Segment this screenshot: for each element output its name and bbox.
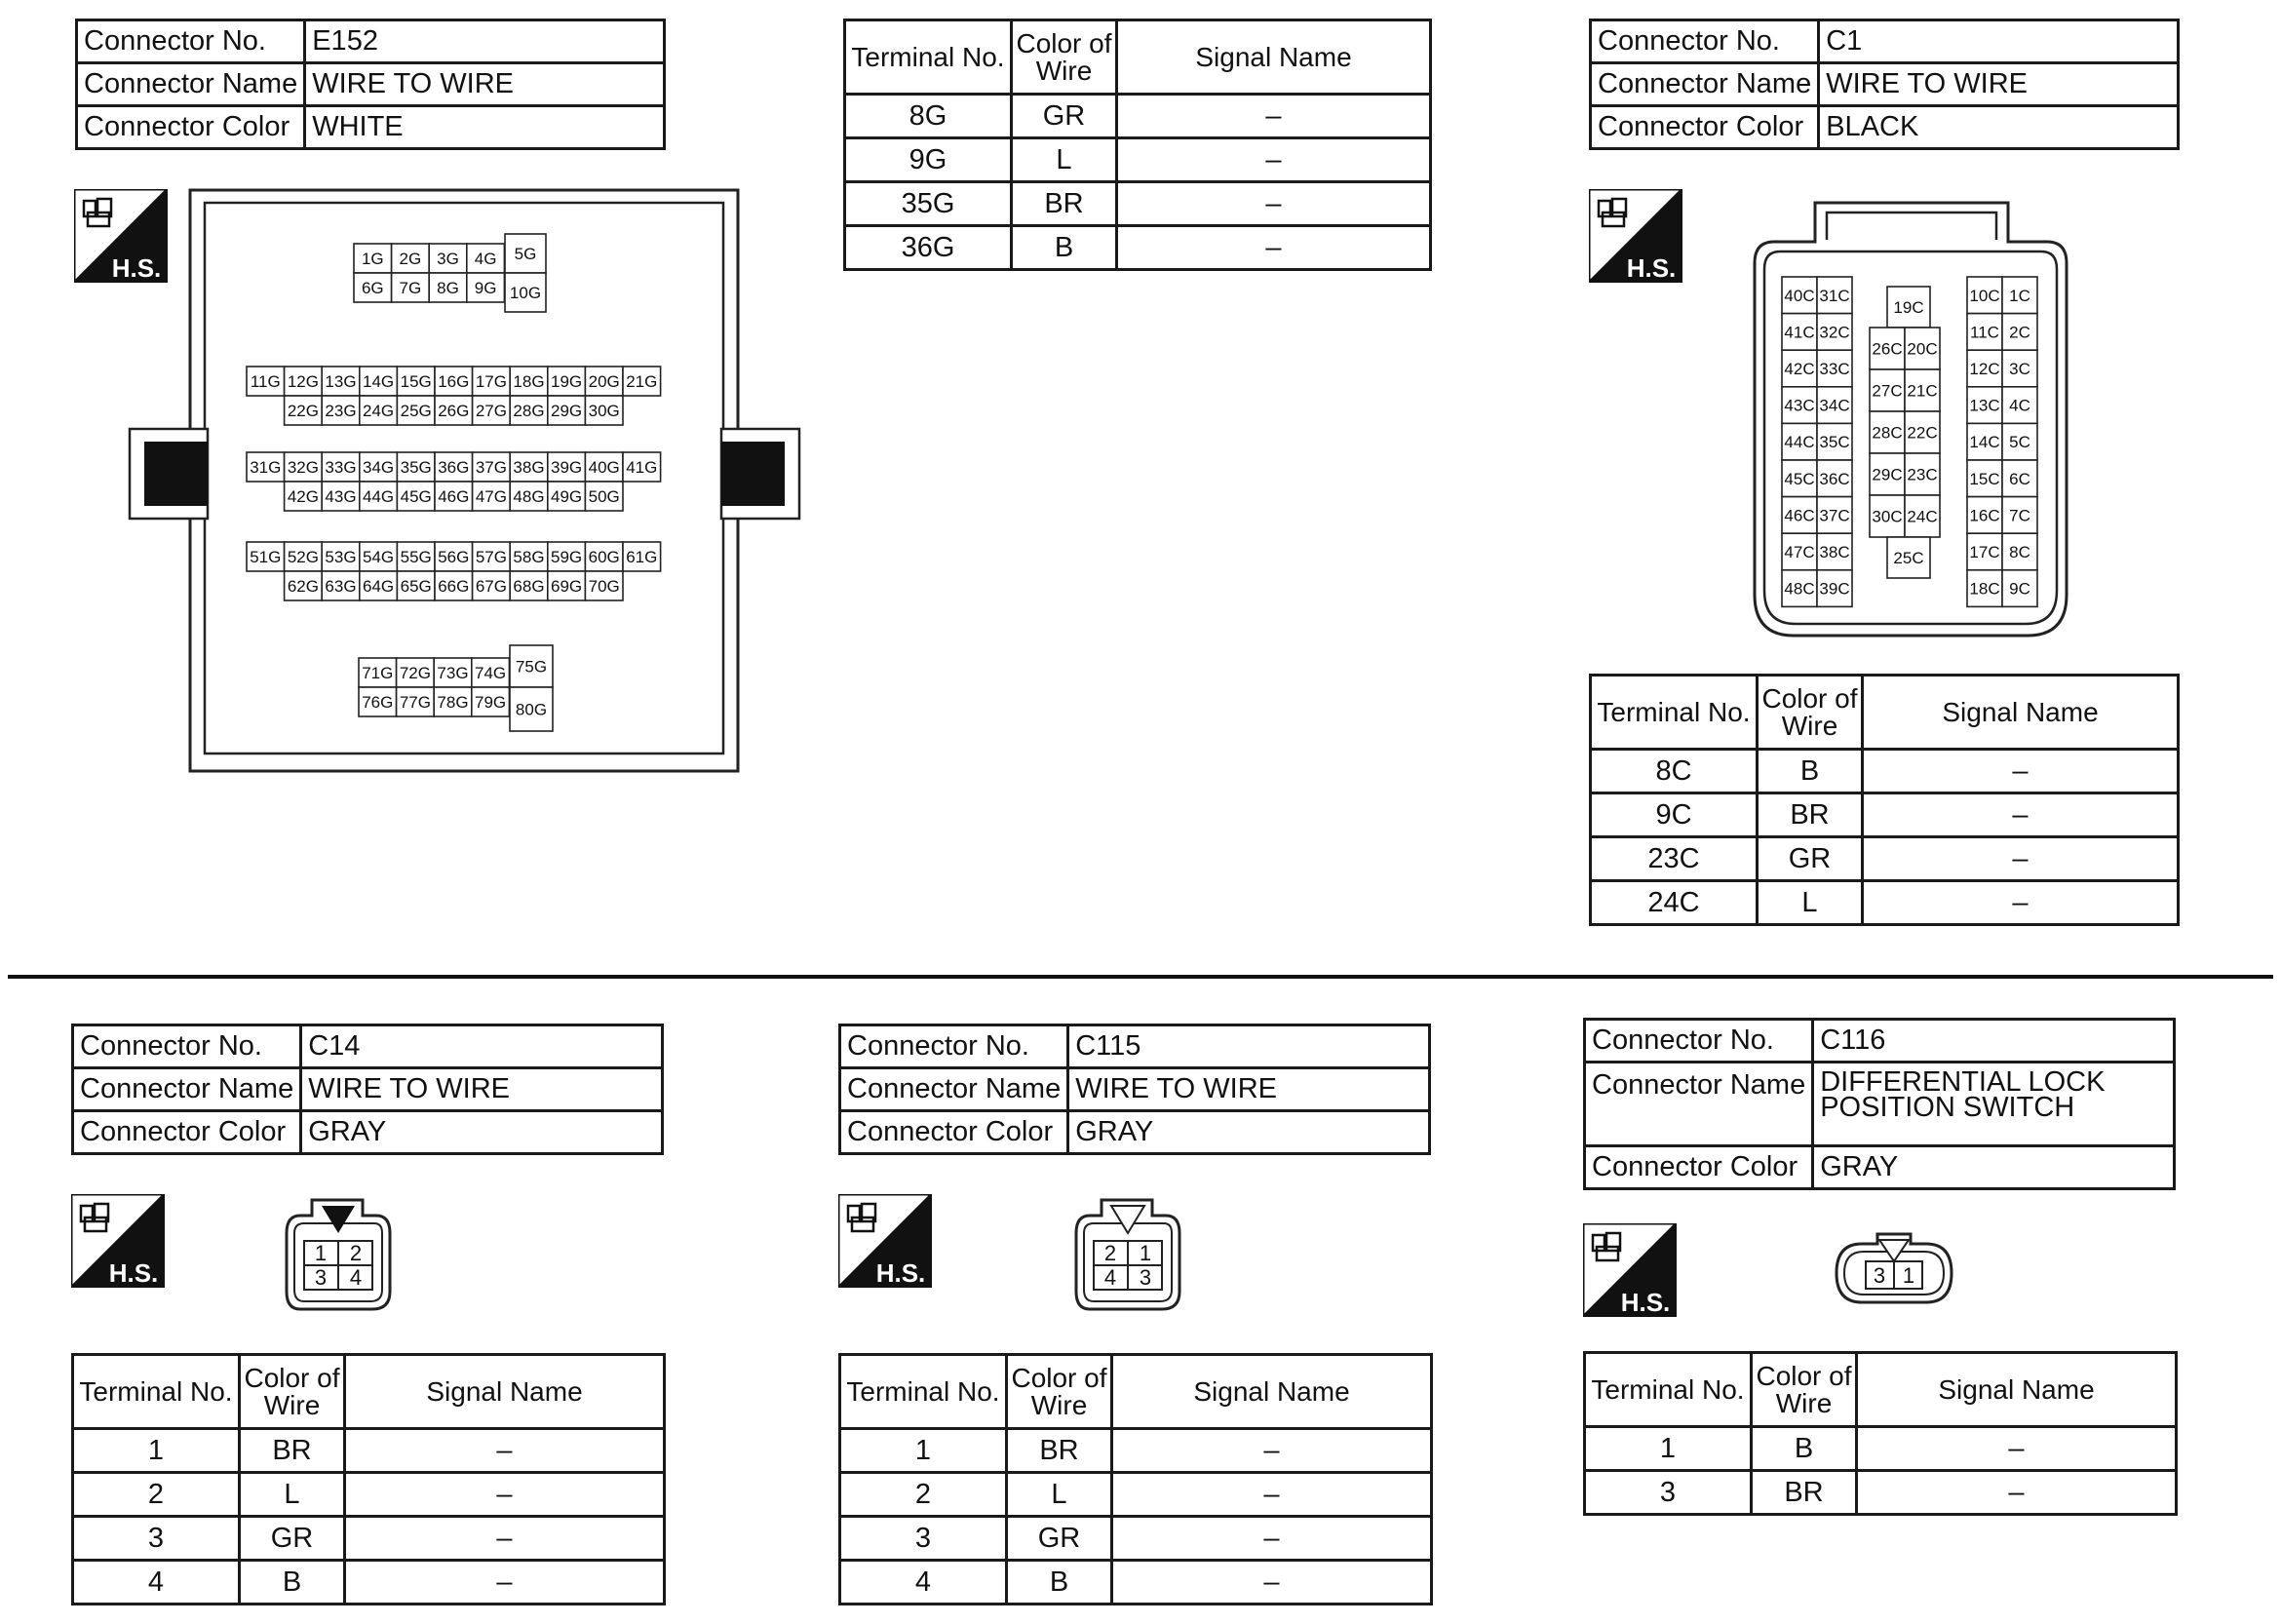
label: Connector Name bbox=[1585, 1063, 1813, 1146]
pin-label: 30G bbox=[588, 402, 620, 420]
label: Connector No. bbox=[77, 20, 305, 63]
pin-label: 52G bbox=[287, 548, 319, 566]
pin-label: 68G bbox=[513, 577, 545, 596]
col-signal-name: Signal Name bbox=[1863, 676, 2179, 750]
pin-label: 24C bbox=[1907, 507, 1938, 526]
terminal-no-cell: 9G bbox=[845, 138, 1012, 182]
pin-label: 14C bbox=[1969, 433, 2000, 452]
pin-label: 43G bbox=[325, 487, 357, 506]
col-terminal-no: Terminal No. bbox=[1585, 1353, 1752, 1427]
label: Connector Color bbox=[77, 106, 305, 149]
pin: 3 bbox=[314, 1265, 328, 1290]
table-row bbox=[1591, 881, 2179, 925]
pin-label: 13G bbox=[325, 372, 357, 391]
label: Connector No. bbox=[1591, 20, 1819, 63]
label: Connector Color bbox=[73, 1111, 301, 1154]
connector-name: WIRE TO WIRE bbox=[301, 1068, 663, 1111]
connector-face-c1 bbox=[1745, 195, 2076, 643]
pin-label: 18C bbox=[1969, 579, 2000, 599]
terminal-no-cell: 2 bbox=[73, 1473, 240, 1517]
pin-label: 13C bbox=[1969, 396, 2000, 415]
pin-label: 17C bbox=[1969, 543, 2000, 561]
pin-label: 75G bbox=[515, 657, 548, 677]
wire-color-cell: L bbox=[1007, 1473, 1112, 1517]
connector-name: WIRE TO WIRE bbox=[1819, 63, 2179, 106]
signal-name-cell: – bbox=[345, 1429, 665, 1473]
pin-label: 57G bbox=[475, 548, 507, 566]
pin-label: 45C bbox=[1784, 469, 1815, 488]
col-signal-name: Signal Name bbox=[1112, 1355, 1432, 1429]
wire-color-cell: GR bbox=[1012, 95, 1117, 138]
col-color-of-wire: Color of Wire bbox=[1007, 1355, 1112, 1429]
pin-label: 19C bbox=[1893, 298, 1924, 317]
pin-label: 44G bbox=[363, 487, 395, 506]
table-row bbox=[1591, 750, 2179, 793]
harness-side-icon bbox=[838, 1194, 932, 1288]
signal-name-cell: – bbox=[1857, 1471, 2177, 1515]
pin-label: 3C bbox=[2009, 360, 2030, 378]
pin-label: 26G bbox=[438, 402, 470, 420]
connector-no: C14 bbox=[301, 1025, 663, 1068]
label: Connector No. bbox=[840, 1025, 1068, 1068]
svg-text:H.S.: H.S. bbox=[108, 1258, 159, 1288]
terminal-no-cell: 4 bbox=[73, 1561, 240, 1605]
pin-label: 35C bbox=[1819, 433, 1850, 452]
connector-no: C115 bbox=[1068, 1025, 1430, 1068]
terminal-no-cell: 8C bbox=[1591, 750, 1758, 793]
col-color-of-wire: Color of Wire bbox=[1758, 676, 1863, 750]
pin-label: 14G bbox=[363, 372, 395, 391]
pin-label: 19G bbox=[551, 372, 583, 391]
pin-label: 11G bbox=[250, 372, 281, 391]
table-row bbox=[1591, 837, 2179, 881]
pin-label: 22G bbox=[287, 402, 319, 420]
pin: 2 bbox=[349, 1241, 363, 1265]
terminal-no-cell: 1 bbox=[840, 1429, 1007, 1473]
pin-label: 80G bbox=[515, 700, 548, 719]
connector-name: DIFFERENTIAL LOCK POSITION SWITCH bbox=[1813, 1063, 2175, 1146]
col-terminal-no: Terminal No. bbox=[1591, 676, 1758, 750]
pin-label: 22C bbox=[1907, 423, 1938, 443]
pin-label: 6C bbox=[2009, 469, 2030, 488]
terminal-no-cell: 24C bbox=[1591, 881, 1758, 925]
terminal-table-c1 bbox=[1589, 674, 2180, 926]
pin-label: 26C bbox=[1872, 339, 1903, 359]
section-divider bbox=[8, 975, 2273, 979]
harness-side-icon bbox=[1583, 1223, 1677, 1317]
pin-label: 48G bbox=[513, 487, 545, 506]
pin-label: 43C bbox=[1784, 396, 1815, 415]
col-terminal-no: Terminal No. bbox=[840, 1355, 1007, 1429]
wire-color-cell: L bbox=[1012, 138, 1117, 182]
signal-name-cell: – bbox=[345, 1517, 665, 1561]
pin-label: 31C bbox=[1819, 286, 1850, 305]
pin-label: 21G bbox=[626, 372, 658, 391]
pin-label: 46G bbox=[438, 487, 470, 506]
pin-label: 37G bbox=[475, 458, 507, 477]
pin-label: 20G bbox=[588, 372, 620, 391]
terminal-no-cell: 3 bbox=[840, 1517, 1007, 1561]
pin-label: 56G bbox=[438, 548, 470, 566]
pin-label: 12G bbox=[287, 372, 319, 391]
label: Connector Color bbox=[1585, 1146, 1813, 1189]
pin: 3 bbox=[1873, 1263, 1886, 1288]
terminal-table-c116 bbox=[1583, 1351, 2178, 1516]
col-color-of-wire: Color of Wire bbox=[240, 1355, 345, 1429]
pin-label: 66G bbox=[438, 577, 470, 596]
pin-label: 69G bbox=[551, 577, 583, 596]
signal-name-cell: – bbox=[1117, 138, 1431, 182]
connector-face-e152 bbox=[127, 185, 809, 780]
pin-label: 16G bbox=[438, 372, 470, 391]
pin-label: 4G bbox=[474, 250, 497, 268]
pin-label: 51G bbox=[250, 548, 282, 566]
pin-label: 72G bbox=[399, 664, 431, 682]
pin-label: 59G bbox=[551, 548, 583, 566]
pin-label: 58G bbox=[513, 548, 545, 566]
pin-label: 8G bbox=[437, 279, 459, 297]
pin-label: 17G bbox=[475, 372, 507, 391]
pin-label: 38G bbox=[513, 458, 545, 477]
svg-text:H.S.: H.S. bbox=[111, 253, 162, 283]
connector-no: C1 bbox=[1819, 20, 2179, 63]
pin-label: 15C bbox=[1969, 469, 2000, 488]
label: Connector Color bbox=[840, 1111, 1068, 1154]
pin-label: 25G bbox=[400, 402, 432, 420]
table-row bbox=[845, 95, 1431, 138]
pin-label: 36G bbox=[438, 458, 470, 477]
terminal-no-cell: 4 bbox=[840, 1561, 1007, 1605]
signal-name-cell: – bbox=[345, 1561, 665, 1605]
pin-label: 79G bbox=[475, 693, 507, 712]
connector-color: WHITE bbox=[305, 106, 665, 149]
harness-side-icon bbox=[71, 1194, 165, 1288]
connector-face-c115 bbox=[1072, 1194, 1189, 1317]
pin-label: 29C bbox=[1872, 465, 1903, 484]
col-signal-name: Signal Name bbox=[1857, 1353, 2177, 1427]
wire-color-cell: B bbox=[1758, 750, 1863, 793]
svg-text:H.S.: H.S. bbox=[1626, 253, 1677, 283]
table-row bbox=[73, 1561, 665, 1605]
connector-color: BLACK bbox=[1819, 106, 2179, 149]
connector-face-c116 bbox=[1831, 1230, 1957, 1308]
wire-color-cell: BR bbox=[1012, 182, 1117, 226]
signal-name-cell: – bbox=[1117, 226, 1431, 270]
pin-label: 11C bbox=[1970, 323, 1999, 342]
terminal-no-cell: 35G bbox=[845, 182, 1012, 226]
pin-label: 65G bbox=[400, 577, 432, 596]
pin-label: 76G bbox=[362, 693, 394, 712]
connector-color: GRAY bbox=[301, 1111, 663, 1154]
pin-label: 36C bbox=[1819, 469, 1850, 488]
pin: 1 bbox=[1902, 1263, 1915, 1288]
connector-no: E152 bbox=[305, 20, 665, 63]
terminal-no-cell: 2 bbox=[840, 1473, 1007, 1517]
wire-color-cell: GR bbox=[1758, 837, 1863, 881]
pin-label: 5C bbox=[2009, 433, 2030, 452]
wire-color-cell: BR bbox=[1007, 1429, 1112, 1473]
wire-color-cell: B bbox=[1007, 1561, 1112, 1605]
table-row bbox=[840, 1517, 1432, 1561]
pin: 2 bbox=[1103, 1241, 1117, 1265]
label: Connector Name bbox=[73, 1068, 301, 1111]
pin-label: 3G bbox=[437, 250, 459, 268]
table-row bbox=[840, 1473, 1432, 1517]
pin-label: 20C bbox=[1907, 339, 1938, 359]
pin-label: 40G bbox=[588, 458, 620, 477]
table-row bbox=[73, 1473, 665, 1517]
signal-name-cell: – bbox=[1112, 1429, 1432, 1473]
pin-label: 74G bbox=[475, 664, 507, 682]
pin-label: 23C bbox=[1907, 465, 1938, 484]
pin-label: 64G bbox=[363, 577, 395, 596]
pin-label: 31G bbox=[250, 458, 282, 477]
pin-label: 62G bbox=[287, 577, 319, 596]
pin-label: 53G bbox=[325, 548, 357, 566]
signal-name-cell: – bbox=[1863, 793, 2179, 837]
signal-name-cell: – bbox=[1112, 1473, 1432, 1517]
wire-color-cell: BR bbox=[1758, 793, 1863, 837]
pin-label: 1G bbox=[361, 250, 384, 268]
table-row bbox=[845, 182, 1431, 226]
col-color-of-wire: Color of Wire bbox=[1752, 1353, 1857, 1427]
table-row bbox=[845, 138, 1431, 182]
terminal-no-cell: 9C bbox=[1591, 793, 1758, 837]
pin: 1 bbox=[314, 1241, 328, 1265]
pin-label: 29G bbox=[551, 402, 583, 420]
pin-label: 34G bbox=[363, 458, 395, 477]
col-signal-name: Signal Name bbox=[1117, 20, 1431, 95]
table-row bbox=[1591, 793, 2179, 837]
label: Connector Name bbox=[840, 1068, 1068, 1111]
pin-label: 6G bbox=[361, 279, 384, 297]
pin-label: 25C bbox=[1893, 549, 1924, 567]
label: Connector No. bbox=[1585, 1020, 1813, 1063]
signal-name-cell: – bbox=[1117, 182, 1431, 226]
connector-info-c14 bbox=[71, 1024, 664, 1155]
wire-color-cell: GR bbox=[240, 1517, 345, 1561]
terminal-no-cell: 8G bbox=[845, 95, 1012, 138]
connector-info-c1 bbox=[1589, 19, 2180, 150]
table-row bbox=[1585, 1427, 2177, 1471]
pin-label: 33G bbox=[325, 458, 357, 477]
table-row bbox=[840, 1561, 1432, 1605]
pin-label: 7G bbox=[399, 279, 422, 297]
pin-label: 4C bbox=[2009, 396, 2030, 415]
col-color-of-wire: Color of Wire bbox=[1012, 20, 1117, 95]
terminal-table-c14 bbox=[71, 1353, 666, 1605]
signal-name-cell: – bbox=[1863, 837, 2179, 881]
wire-color-cell: B bbox=[240, 1561, 345, 1605]
pin-label: 9G bbox=[474, 279, 497, 297]
pin-label: 37C bbox=[1819, 506, 1850, 525]
pin-label: 42G bbox=[287, 487, 319, 506]
pin-label: 45G bbox=[400, 487, 432, 506]
pin-label: 18G bbox=[513, 372, 545, 391]
col-terminal-no: Terminal No. bbox=[73, 1355, 240, 1429]
pin-label: 34C bbox=[1819, 396, 1850, 415]
connector-color: GRAY bbox=[1813, 1146, 2175, 1189]
pin-label: 24G bbox=[363, 402, 395, 420]
connector-color: GRAY bbox=[1068, 1111, 1430, 1154]
harness-side-icon bbox=[1589, 189, 1682, 283]
connector-info-c115 bbox=[838, 1024, 1431, 1155]
signal-name-cell: – bbox=[345, 1473, 665, 1517]
pin-label: 60G bbox=[588, 548, 620, 566]
pin-label: 41C bbox=[1784, 323, 1815, 342]
pin: 4 bbox=[1103, 1265, 1117, 1290]
pin-label: 7C bbox=[2009, 506, 2030, 525]
col-signal-name: Signal Name bbox=[345, 1355, 665, 1429]
pin-label: 73G bbox=[437, 664, 469, 682]
pin-label: 33C bbox=[1819, 360, 1850, 378]
terminal-no-cell: 23C bbox=[1591, 837, 1758, 881]
pin-label: 35G bbox=[400, 458, 432, 477]
pin-label: 16C bbox=[1969, 506, 2000, 525]
connector-info-e152 bbox=[75, 19, 666, 150]
terminal-no-cell: 3 bbox=[73, 1517, 240, 1561]
pin-label: 28G bbox=[513, 402, 545, 420]
pin-label: 8C bbox=[2009, 543, 2030, 561]
pin-label: 2G bbox=[399, 250, 422, 268]
pin-label: 23G bbox=[325, 402, 357, 420]
pin-label: 10G bbox=[509, 284, 542, 302]
signal-name-cell: – bbox=[1112, 1561, 1432, 1605]
pin-label: 49G bbox=[551, 487, 583, 506]
signal-name-cell: – bbox=[1112, 1517, 1432, 1561]
pin-label: 15G bbox=[400, 372, 432, 391]
terminal-no-cell: 3 bbox=[1585, 1471, 1752, 1515]
terminal-no-cell: 1 bbox=[73, 1429, 240, 1473]
pin-label: 10C bbox=[1969, 286, 2000, 305]
pin: 3 bbox=[1139, 1265, 1152, 1290]
pin-label: 47G bbox=[475, 487, 507, 506]
pin-label: 78G bbox=[437, 693, 469, 712]
connector-name: WIRE TO WIRE bbox=[1068, 1068, 1430, 1111]
connector-face-c14 bbox=[283, 1194, 400, 1317]
pin-label: 42C bbox=[1784, 360, 1815, 378]
pin-label: 67G bbox=[475, 577, 507, 596]
pin-label: 46C bbox=[1784, 506, 1815, 525]
svg-text:H.S.: H.S. bbox=[1620, 1288, 1671, 1317]
pin-label: 61G bbox=[626, 548, 658, 566]
pin-label: 39G bbox=[551, 458, 583, 477]
pin-label: 27G bbox=[475, 402, 507, 420]
wire-color-cell: GR bbox=[1007, 1517, 1112, 1561]
pin-label: 77G bbox=[399, 693, 431, 712]
pin-label: 55G bbox=[400, 548, 432, 566]
table-row bbox=[73, 1429, 665, 1473]
connector-name: WIRE TO WIRE bbox=[305, 63, 665, 106]
pin-label: 50G bbox=[588, 487, 620, 506]
pin-label: 47C bbox=[1784, 543, 1815, 561]
pin-label: 63G bbox=[325, 577, 357, 596]
pin-label: 54G bbox=[363, 548, 395, 566]
terminal-no-cell: 36G bbox=[845, 226, 1012, 270]
label: Connector Name bbox=[77, 63, 305, 106]
svg-text:H.S.: H.S. bbox=[875, 1258, 926, 1288]
pin-label: 1C bbox=[2009, 286, 2030, 305]
label: Connector Color bbox=[1591, 106, 1819, 149]
connector-info-c116 bbox=[1583, 1018, 2176, 1190]
table-row bbox=[840, 1429, 1432, 1473]
pin-label: 28C bbox=[1872, 423, 1903, 443]
signal-name-cell: – bbox=[1117, 95, 1431, 138]
terminal-table-e152 bbox=[843, 19, 1432, 271]
pin: 4 bbox=[349, 1265, 363, 1290]
signal-name-cell: – bbox=[1863, 881, 2179, 925]
connector-no: C116 bbox=[1813, 1020, 2175, 1063]
label: Connector Name bbox=[1591, 63, 1819, 106]
wire-color-cell: B bbox=[1752, 1427, 1857, 1471]
signal-name-cell: – bbox=[1863, 750, 2179, 793]
pin-label: 40C bbox=[1784, 286, 1815, 305]
pin-label: 41G bbox=[626, 458, 658, 477]
wire-color-cell: B bbox=[1012, 226, 1117, 270]
wire-color-cell: L bbox=[240, 1473, 345, 1517]
pin-label: 5G bbox=[514, 245, 537, 263]
label: Connector No. bbox=[73, 1025, 301, 1068]
pin-label: 32G bbox=[287, 458, 319, 477]
pin-label: 44C bbox=[1784, 433, 1815, 452]
signal-name-cell: – bbox=[1857, 1427, 2177, 1471]
col-terminal-no: Terminal No. bbox=[845, 20, 1012, 95]
table-row bbox=[845, 226, 1431, 270]
table-row bbox=[1585, 1471, 2177, 1515]
pin-label: 32C bbox=[1819, 323, 1850, 342]
pin-label: 38C bbox=[1819, 543, 1850, 561]
pin-label: 27C bbox=[1872, 381, 1903, 401]
pin-label: 30C bbox=[1872, 507, 1903, 526]
terminal-no-cell: 1 bbox=[1585, 1427, 1752, 1471]
pin-label: 70G bbox=[588, 577, 620, 596]
table-row bbox=[73, 1517, 665, 1561]
pin-label: 2C bbox=[2009, 323, 2030, 342]
pin: 1 bbox=[1139, 1241, 1152, 1265]
pin-label: 9C bbox=[2009, 579, 2030, 599]
pin-label: 48C bbox=[1784, 579, 1815, 599]
pin-label: 71G bbox=[362, 664, 394, 682]
pin-label: 21C bbox=[1907, 381, 1938, 401]
pin-label: 39C bbox=[1819, 579, 1850, 599]
pin-label: 12C bbox=[1969, 360, 2000, 378]
terminal-table-c115 bbox=[838, 1353, 1433, 1605]
wire-color-cell: BR bbox=[240, 1429, 345, 1473]
wire-color-cell: BR bbox=[1752, 1471, 1857, 1515]
wire-color-cell: L bbox=[1758, 881, 1863, 925]
